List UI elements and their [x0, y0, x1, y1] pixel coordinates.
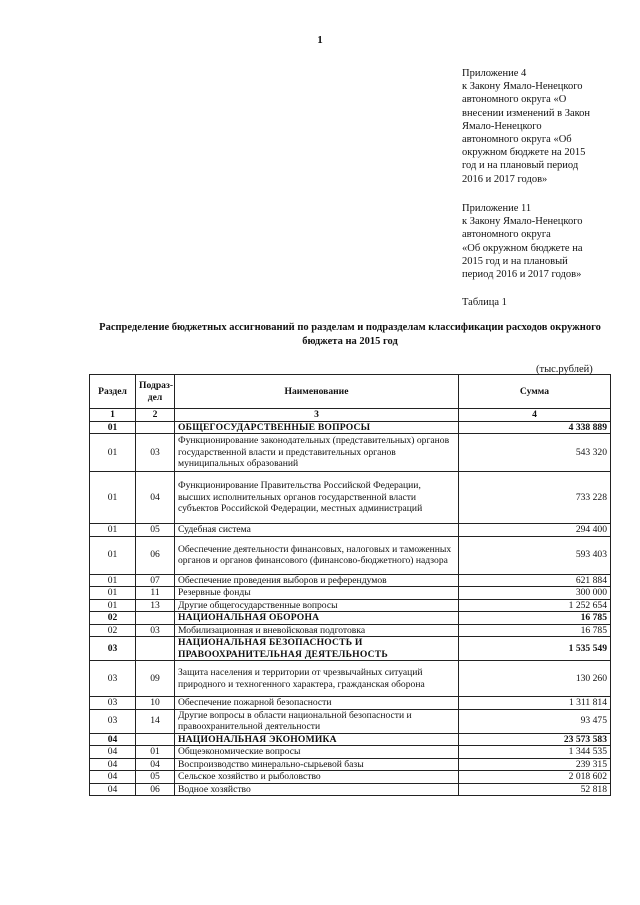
- row-subsection-code: 13: [136, 599, 175, 612]
- row-section-code: 04: [90, 733, 136, 746]
- header-subsection: Подраз-дел: [136, 375, 175, 409]
- row-name: Общеэкономические вопросы: [175, 746, 459, 759]
- table-row: [90, 536, 611, 574]
- table-label: Таблица 1: [462, 297, 507, 308]
- appendix-line: период 2016 и 2017 годов»: [462, 269, 582, 281]
- row-sum: 1 344 535: [459, 746, 611, 759]
- table-row: [90, 434, 611, 472]
- row-name: Резервные фонды: [175, 587, 459, 600]
- table-row: [90, 733, 611, 746]
- row-subsection-code: 10: [136, 697, 175, 710]
- row-subsection-code: 04: [136, 472, 175, 524]
- row-name: Судебная система: [175, 524, 459, 537]
- units-label: (тыс.рублей): [536, 364, 593, 375]
- row-name: Другие вопросы в области национальной безопасности и правоохранительной деятельности: [175, 709, 459, 733]
- header-section: Раздел: [90, 375, 136, 409]
- row-subsection-code: 07: [136, 574, 175, 587]
- table-row: [90, 783, 611, 796]
- row-section-code: 01: [90, 524, 136, 537]
- row-section-code: 03: [90, 661, 136, 697]
- row-section-code: 01: [90, 421, 136, 434]
- row-name: Функционирование Правительства Российской Федерации, высших исполнительных органов государственной власти субъектов Российской Федерации, местных администраций: [175, 472, 459, 524]
- row-name: Защита населения и территории от чрезвычайных ситуаций природного и техногенного характера, гражданская оборона: [175, 661, 459, 697]
- row-sum: 93 475: [459, 709, 611, 733]
- table-row: [90, 697, 611, 710]
- row-section-code: 01: [90, 472, 136, 524]
- row-section-code: 02: [90, 612, 136, 625]
- row-subsection-code: [136, 421, 175, 434]
- appendix-line: к Закону Ямало-Ненецкого: [462, 81, 583, 93]
- row-subsection-code: 04: [136, 758, 175, 771]
- table-row: [90, 587, 611, 600]
- row-section-code: 01: [90, 587, 136, 600]
- row-section-code: 03: [90, 709, 136, 733]
- row-name: Функционирование законодательных (представительных) органов государственной власти и представительных органов муниципальных образований: [175, 434, 459, 472]
- row-section-code: 01: [90, 574, 136, 587]
- row-name: Водное хозяйство: [175, 783, 459, 796]
- row-section-code: 04: [90, 746, 136, 759]
- appendix-line: Приложение 11: [462, 203, 532, 214]
- row-name: Обеспечение деятельности финансовых, налоговых и таможенных органов и органов финансового (финансово-бюджетного) надзора: [175, 536, 459, 574]
- appendix-line: окружном бюджете на 2015: [462, 147, 586, 159]
- row-subsection-code: 03: [136, 624, 175, 637]
- row-section-code: 01: [90, 599, 136, 612]
- page-number: 1: [317, 34, 323, 46]
- row-subsection-code: 05: [136, 771, 175, 784]
- column-number: 3: [175, 409, 459, 422]
- row-sum: 130 260: [459, 661, 611, 697]
- row-sum: 1 535 549: [459, 637, 611, 661]
- table-row: [90, 472, 611, 524]
- row-name: Обеспечение проведения выборов и референдумов: [175, 574, 459, 587]
- row-name: НАЦИОНАЛЬНАЯ ОБОРОНА: [175, 612, 459, 625]
- row-section-code: 04: [90, 771, 136, 784]
- table-row: [90, 709, 611, 733]
- row-section-code: 04: [90, 783, 136, 796]
- table-row: [90, 574, 611, 587]
- table-row: [90, 637, 611, 661]
- row-subsection-code: 05: [136, 524, 175, 537]
- row-sum: 543 320: [459, 434, 611, 472]
- table-body: [90, 421, 611, 796]
- appendix-4-note: [462, 67, 612, 186]
- appendix-line: 2015 год и на плановый: [462, 255, 568, 267]
- row-section-code: 04: [90, 758, 136, 771]
- document-title-line-2: бюджета на 2015 год: [302, 336, 398, 347]
- row-sum: 52 818: [459, 783, 611, 796]
- table-row: [90, 758, 611, 771]
- row-sum: 593 403: [459, 536, 611, 574]
- appendix-11-note: [462, 202, 612, 281]
- row-name: ОБЩЕГОСУДАРСТВЕННЫЕ ВОПРОСЫ: [175, 421, 459, 434]
- row-sum: 16 785: [459, 624, 611, 637]
- column-number: 2: [136, 409, 175, 422]
- table-row: [90, 524, 611, 537]
- column-number: 1: [90, 409, 136, 422]
- table-row: [90, 599, 611, 612]
- row-subsection-code: [136, 637, 175, 661]
- table-row: [90, 661, 611, 697]
- row-section-code: 02: [90, 624, 136, 637]
- budget-table: [89, 374, 611, 796]
- column-number: 4: [459, 409, 611, 422]
- row-sum: 300 000: [459, 587, 611, 600]
- row-sum: 4 338 889: [459, 421, 611, 434]
- row-sum: 16 785: [459, 612, 611, 625]
- appendix-line: Ямало-Ненецкого: [462, 120, 542, 132]
- row-name: Мобилизационная и вневойсковая подготовка: [175, 624, 459, 637]
- row-sum: 1 311 814: [459, 697, 611, 710]
- appendix-line: к Закону Ямало-Ненецкого: [462, 216, 583, 228]
- row-name: НАЦИОНАЛЬНАЯ БЕЗОПАСНОСТЬ И ПРАВООХРАНИТЕЛЬНАЯ ДЕЯТЕЛЬНОСТЬ: [175, 637, 459, 661]
- row-sum: 239 315: [459, 758, 611, 771]
- row-section-code: 01: [90, 434, 136, 472]
- row-name: Другие общегосударственные вопросы: [175, 599, 459, 612]
- table-row: [90, 771, 611, 784]
- row-name: НАЦИОНАЛЬНАЯ ЭКОНОМИКА: [175, 733, 459, 746]
- header-name: Наименование: [175, 375, 459, 409]
- appendix-line: «Об окружном бюджете на: [462, 242, 583, 254]
- appendix-line: автономного округа «О: [462, 94, 567, 106]
- table-row: [90, 421, 611, 434]
- row-sum: 733 228: [459, 472, 611, 524]
- appendix-line: автономного округа: [462, 229, 551, 241]
- row-name: Сельское хозяйство и рыболовство: [175, 771, 459, 784]
- row-sum: 23 573 583: [459, 733, 611, 746]
- appendix-line: год и на плановый период: [462, 160, 579, 172]
- row-sum: 621 884: [459, 574, 611, 587]
- row-subsection-code: 06: [136, 536, 175, 574]
- row-subsection-code: 09: [136, 661, 175, 697]
- row-subsection-code: [136, 733, 175, 746]
- row-sum: 1 252 654: [459, 599, 611, 612]
- row-subsection-code: 01: [136, 746, 175, 759]
- row-subsection-code: 03: [136, 434, 175, 472]
- row-name: Воспроизводство минерально-сырьевой базы: [175, 758, 459, 771]
- appendix-line: Приложение 4: [462, 68, 527, 79]
- row-section-code: 01: [90, 536, 136, 574]
- row-sum: 294 400: [459, 524, 611, 537]
- document-title: [90, 321, 610, 349]
- table-row: [90, 746, 611, 759]
- row-section-code: 03: [90, 637, 136, 661]
- appendix-line: внесении изменений в Закон: [462, 107, 591, 119]
- table-row: [90, 624, 611, 637]
- document-title-line-1: Распределение бюджетных ассигнований по разделам и подразделам классификации расходов окружного: [99, 322, 601, 333]
- appendix-line: 2016 и 2017 годов»: [462, 173, 548, 185]
- row-subsection-code: 14: [136, 709, 175, 733]
- appendix-line: автономного округа «Об: [462, 134, 572, 146]
- table-row: [90, 612, 611, 625]
- row-subsection-code: [136, 612, 175, 625]
- row-subsection-code: 06: [136, 783, 175, 796]
- row-section-code: 03: [90, 697, 136, 710]
- row-name: Обеспечение пожарной безопасности: [175, 697, 459, 710]
- header-sum: Сумма: [459, 375, 611, 409]
- row-subsection-code: 11: [136, 587, 175, 600]
- row-sum: 2 018 602: [459, 771, 611, 784]
